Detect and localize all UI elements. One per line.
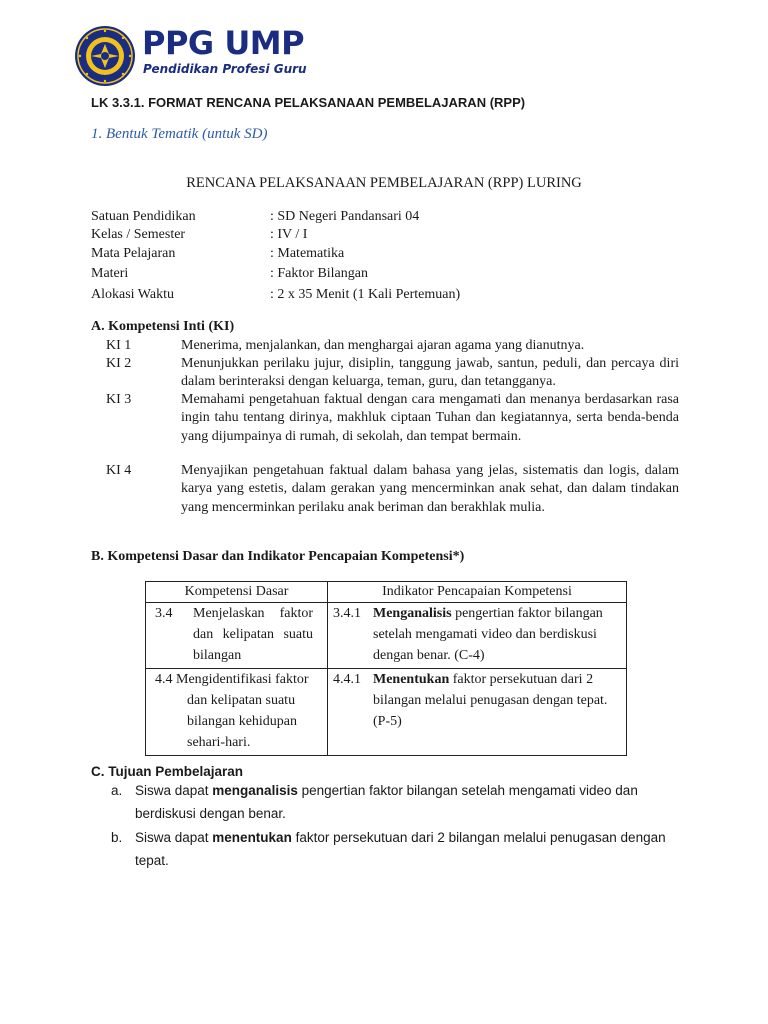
list-marker: b. [111, 830, 123, 845]
kd-cell [146, 603, 328, 669]
brand-subtitle: Pendidikan Profesi Guru [143, 62, 307, 76]
column-header-ipk: Indikator Pencapaian Kompetensi [328, 582, 627, 603]
text-pre: Siswa dapat [135, 830, 213, 845]
info-row [91, 207, 419, 227]
ki-text: Menunjukkan perilaku jujur, disiplin, tanggung jawab, santun, peduli, dan percaya diri dalam berinteraksi dengan keluarga, teman, guru, dan tetangganya. [181, 356, 679, 390]
tujuan-heading: C. Tujuan Pembelajaran [91, 764, 244, 779]
ipk-verb: Menganalisis [373, 606, 452, 621]
text-post: pengertian faktor bilangan setelah mengamati video dan berdiskusi dengan benar. [135, 783, 638, 821]
text-bold: menentukan [212, 830, 292, 845]
text-bold: menganalisis [212, 783, 298, 798]
text-pre: Siswa dapat [135, 783, 213, 798]
ipk-text [373, 669, 622, 732]
info-label: Mata Pelajaran [91, 246, 176, 261]
info-value: : 2 x 35 Menit (1 Kali Pertemuan) [270, 287, 461, 302]
kd-number: 3.4 [155, 606, 173, 621]
kd-ipk-table [145, 581, 627, 756]
table-row [146, 603, 627, 669]
ipk-number: 4.4.1 [333, 672, 361, 687]
brand-title: PPG UMP [142, 24, 305, 62]
ki-text: Menerima, menjalankan, dan menghargai ajaran agama yang dianutnya. [181, 338, 585, 353]
info-label: Alokasi Waktu [91, 287, 174, 302]
kd-heading: B. Kompetensi Dasar dan Indikator Pencapaian Kompetensi*) [91, 549, 465, 564]
column-header-kd: Kompetensi Dasar [146, 582, 328, 603]
kd-text: Menjelaskan faktor dan kelipatan suatu bilangan [193, 606, 313, 663]
ipk-cell [328, 603, 627, 669]
kd-cell [146, 669, 328, 756]
ipk-verb: Menentukan [373, 672, 450, 687]
ipk-text [373, 603, 622, 666]
ump-seal-logo [74, 25, 136, 87]
list-item-text [135, 780, 670, 825]
info-value: : SD Negeri Pandansari 04 [270, 209, 420, 224]
ipk-rest: faktor persekutuan dari 2 bilangan melalui penugasan dengan tepat. (P-5) [373, 672, 608, 729]
kd-text: 4.4 Mengidentifikasi faktor dan kelipatan suatu bilangan kehidupan sehari-hari. [155, 672, 309, 750]
ki-code: KI 3 [106, 392, 132, 407]
ipk-number: 3.4.1 [333, 606, 361, 621]
info-row [91, 225, 307, 245]
document-title: RENCANA PELAKSANAAN PEMBELAJARAN (RPP) LURING [186, 175, 582, 191]
table-row [146, 669, 627, 756]
info-label: Materi [91, 266, 129, 281]
info-row [91, 285, 460, 305]
ki-code: KI 1 [106, 338, 132, 353]
info-label: Kelas / Semester [91, 227, 186, 242]
worksheet-title: LK 3.3.1. FORMAT RENCANA PELAKSANAAN PEMBELAJARAN (RPP) [91, 95, 526, 110]
ki-heading: A. Kompetensi Inti (KI) [91, 319, 235, 334]
info-value: : Faktor Bilangan [270, 266, 368, 281]
info-value: : IV / I [270, 227, 308, 242]
ipk-rest: pengertian faktor bilangan setelah mengamati video dan berdiskusi dengan benar. (C-4) [373, 606, 603, 663]
info-label: Satuan Pendidikan [91, 209, 196, 224]
ki-code: KI 2 [106, 356, 132, 371]
ipk-cell [328, 669, 627, 756]
list-marker: a. [111, 783, 123, 798]
section-title: 1. Bentuk Tematik (untuk SD) [91, 126, 268, 142]
list-item-text [135, 827, 670, 872]
text-post: faktor persekutuan dari 2 bilangan melalui penugasan dengan tepat. [135, 830, 666, 868]
info-row [91, 264, 368, 284]
table-header-row [146, 582, 627, 603]
ki-text: Menyajikan pengetahuan faktual dalam bahasa yang jelas, sistematis dan logis, dalam karya yang estetis, dalam gerakan yang mencerminkan anak sehat, dan dalam tindakan yang mencerminkan perilaku anak beriman dan berakhlak mulia. [181, 463, 679, 515]
info-value: : Matematika [270, 246, 345, 261]
ki-text: Memahami pengetahuan faktual dengan cara mengamati dan menanya berdasarkan rasa ingin tahu tentang dirinya, makhluk ciptaan Tuhan dan kegiatannya, serta benda-benda yang dijumpainya di rumah, di sekolah, dan tempat bermain. [181, 392, 679, 444]
info-row [91, 244, 344, 264]
ki-code: KI 4 [106, 463, 132, 478]
